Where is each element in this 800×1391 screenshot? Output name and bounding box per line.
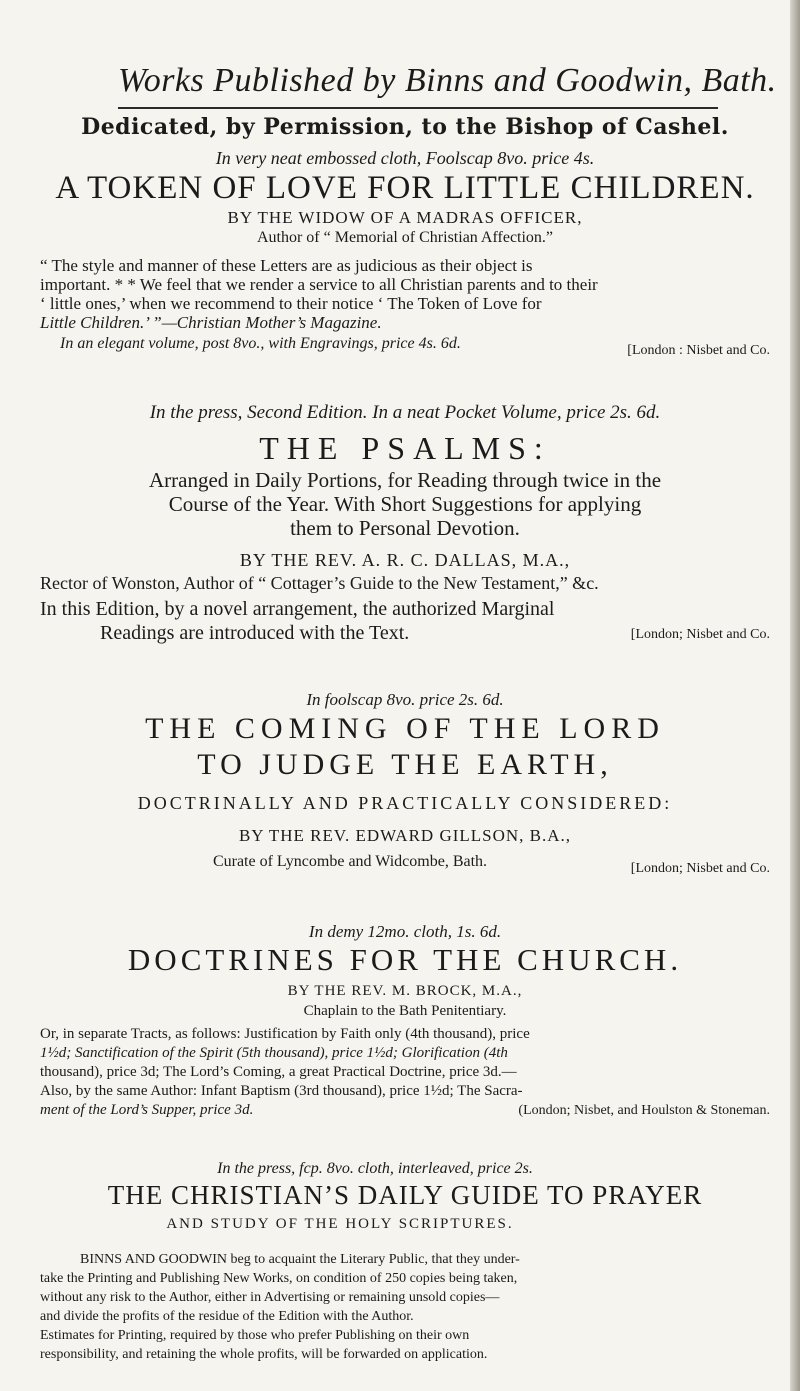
doctrines-author: BY THE REV. M. BROCK, M.A., [287,983,523,999]
doctrines-tract-line: Also, by the same Author: Infant Baptism (3rd thousand), price 1½d; The Sacra- [40,1083,523,1099]
psalms-author-note: Rector of Wonston, Author of “ Cottager’s Guide to the New Testament,” &c. [40,573,599,593]
token-author-note: Author of “ Memorial of Christian Affection.” [256,229,554,246]
coming-title-line1: THE COMING OF THE LORD [145,712,665,745]
psalms-note-line: Readings are introduced with the Text. [100,622,410,644]
announcement-line: BINNS AND GOODWIN beg to acquaint the Literary Public, that they under- [80,1252,520,1267]
psalms-format: In the press, Second Edition. In a neat Pocket Volume, price 2s. 6d. [149,402,661,423]
psalms-note-line: In this Edition, by a novel arrangement, the authorized Marginal [40,598,555,620]
doctrines-publisher: (London; Nisbet, and Houlston & Stoneman. [518,1103,770,1118]
token-title: A TOKEN OF LOVE FOR LITTLE CHILDREN. [55,170,755,206]
psalms-subtitle [40,468,770,540]
token-review-line: “ The style and manner of these Letters are as judicious as their object is [40,256,533,275]
guide-title: THE CHRISTIAN’S DAILY GUIDE TO PRAYER [107,1180,703,1210]
publisher-announcement [40,1250,770,1364]
doctrines-tract-line: ment of the Lord’s Supper, price 3d. [40,1102,254,1118]
token-format: In very neat embossed cloth, Foolscap 8vo. price 4s. [215,148,595,168]
token-review [40,256,770,332]
coming-subtitle: DOCTRINALLY AND PRACTICALLY CONSIDERED: [137,793,673,813]
coming-format: In foolscap 8vo. price 2s. 6d. [306,690,504,709]
psalms-subtitle-line: them to Personal Devotion. [290,516,520,540]
coming-author: BY THE REV. EDWARD GILLSON, B.A., [238,826,572,845]
announcement-line: responsibility, and retaining the whole profits, will be forwarded on application. [40,1347,488,1362]
token-review-line: Little Children.’ ”—Christian Mother’s Magazine. [40,313,382,332]
doctrines-tract-line: 1½d; Sanctification of the Spirit (5th thousand), price 1½d; Glorification (4th [40,1045,508,1061]
token-author: BY THE WIDOW OF A MADRAS OFFICER, [227,208,583,227]
token-publisher: [London : Nisbet and Co. [627,343,770,358]
announcement-line: take the Printing and Publishing New Works, on condition of 250 copies being taken, [40,1271,518,1286]
announcement-line: Estimates for Printing, required by those who prefer Publishing on their own [40,1328,470,1343]
doctrines-format: In demy 12mo. cloth, 1s. 6d. [308,922,502,941]
coming-title-line2: TO JUDGE THE EARTH, [197,748,613,781]
announcement-line: without any risk to the Author, either in Advertising or remaining unsold copies— [40,1290,500,1305]
token-review-line: important. * * We feel that we render a service to all Christian parents and to their [40,275,598,294]
doctrines-author-note: Chaplain to the Bath Penitentiary. [303,1003,507,1019]
psalms-publisher: [London; Nisbet and Co. [630,627,770,642]
coming-author-note: Curate of Lyncombe and Widcombe, Bath. [212,853,488,870]
announcement-line: and divide the profits of the residue of the Edition with the Author. [40,1309,414,1324]
token-review-line: ‘ little ones,’ when we recommend to their notice ‘ The Token of Love for [40,294,542,313]
psalms-subtitle-line: Arranged in Daily Portions, for Reading through twice in the [148,468,662,492]
doctrines-tract-line: thousand), price 3d; The Lord’s Coming, a great Practical Doctrine, price 3d.— [40,1064,517,1080]
guide-subtitle: AND STUDY OF THE HOLY SCRIPTURES. [166,1216,514,1232]
coming-publisher: [London; Nisbet and Co. [630,861,770,876]
doctrines-title: DOCTRINES FOR THE CHURCH. [127,942,683,977]
page-header: Works Published by Binns and Goodwin, Bath. [118,62,777,99]
token-edition: In an elegant volume, post 8vo., with Engravings, price 4s. 6d. [60,335,461,352]
token-dedication: Dedicated, by Permission, to the Bishop of Cashel. [81,114,729,140]
page-binding-edge [790,0,800,1391]
guide-format: In the press, fcp. 8vo. cloth, interleaved, price 2s. [217,1160,533,1177]
psalms-subtitle-line: Course of the Year. With Short Suggestions for applying [168,492,642,516]
psalms-title: THE PSALMS: [259,430,551,466]
header-rule [118,107,718,109]
doctrines-tract-line: Or, in separate Tracts, as follows: Justification by Faith only (4th thousand), price [40,1026,530,1042]
psalms-author: BY THE REV. A. R. C. DALLAS, M.A., [239,550,571,570]
